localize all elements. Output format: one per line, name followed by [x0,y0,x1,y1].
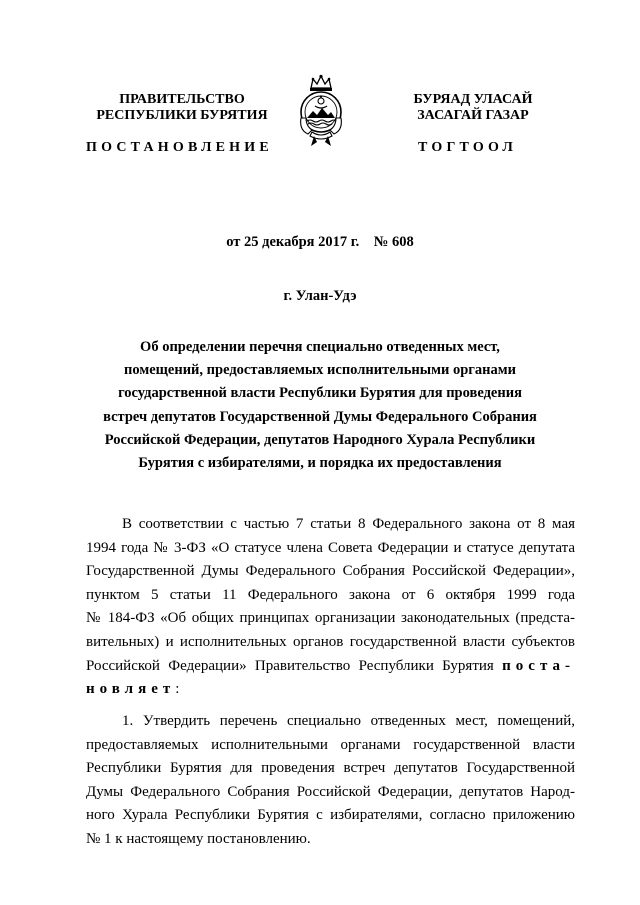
paragraph-line: ного Хурала Республики Бурятия с избирателями, согласно приложению [86,807,575,824]
preamble-paragraph [86,513,575,702]
title-line: Российской Федерации, депутатов Народного Хурала Республики [104,431,536,448]
paragraph-line: № 1 к настоящему постановлению. [86,830,311,847]
paragraph-line: В соответствии с частью 7 статьи 8 Федерального закона от 8 мая [122,516,575,532]
coat-of-arms-icon [298,74,344,150]
decree-date-number: от 25 декабря 2017 г. № 608 [226,234,414,250]
paragraph-line: Думы Федерального Собрания Российской Федерации, депутатов Народ- [86,783,575,800]
title-line: Бурятия с избирателями, и порядка их предоставления [138,455,502,472]
clause-1-paragraph [86,710,575,852]
paragraph-line: 1. Утвердить перечень специально отведенных мест, помещений, [122,713,575,729]
paragraph-line: Республики Бурятия для проведения встреч депутатов Государственной [86,760,575,777]
paragraph-line: предоставляемых исполнительными органами государственной власти [86,736,575,753]
paragraph-line [86,678,575,702]
title-line: государственной власти Республики Бурятия для проведения [118,385,522,402]
header-right-line1: БУРЯАД УЛАСАЙ [413,92,533,107]
header-left-line2: РЕСПУБЛИКИ БУРЯТИЯ [96,108,268,123]
paragraph-line: Государственной Думы Федерального Собрания Российской Федерации», [86,563,575,580]
header-right-line2: ЗАСАГАЙ ГАЗАР [417,108,529,123]
paragraph-colon: : [175,681,180,698]
title-line: Об определении перечня специально отведенных мест, [140,339,500,355]
header-left-line1: ПРАВИТЕЛЬСТВО [119,92,245,107]
paragraph-line: 1994 года № 3-ФЗ «О статусе члена Совета Федерации и статусе депутата [86,539,575,556]
spaced-emphasis: поста- [502,657,576,674]
paragraph-text: Российской Федерации» Правительство Республики Бурятия [86,657,494,674]
paragraph-line: № 184-ФЗ «Об общих принципах организации законодательных (предста- [86,610,575,627]
title-line: помещений, предоставляемых исполнительными органами [124,362,516,379]
spaced-emphasis: новляет [86,681,176,698]
paragraph-line: пунктом 5 статьи 11 Федерального закона от 6 октября 1999 года [86,586,575,603]
decree-title [90,336,550,475]
header-right [378,92,568,124]
decree-city: г. Улан-Удэ [283,288,357,304]
paragraph-line: вительных) и исполнительных органов государственной власти субъектов [86,633,575,650]
paragraph-line [86,655,575,679]
header-left [82,92,282,124]
title-line: встреч депутатов Государственной Думы Федерального Собрания [103,408,537,425]
decree-label-russian: ПОСТАНОВЛЕНИЕ [86,140,273,155]
decree-label-buryat: ТОГТООЛ [418,140,518,155]
